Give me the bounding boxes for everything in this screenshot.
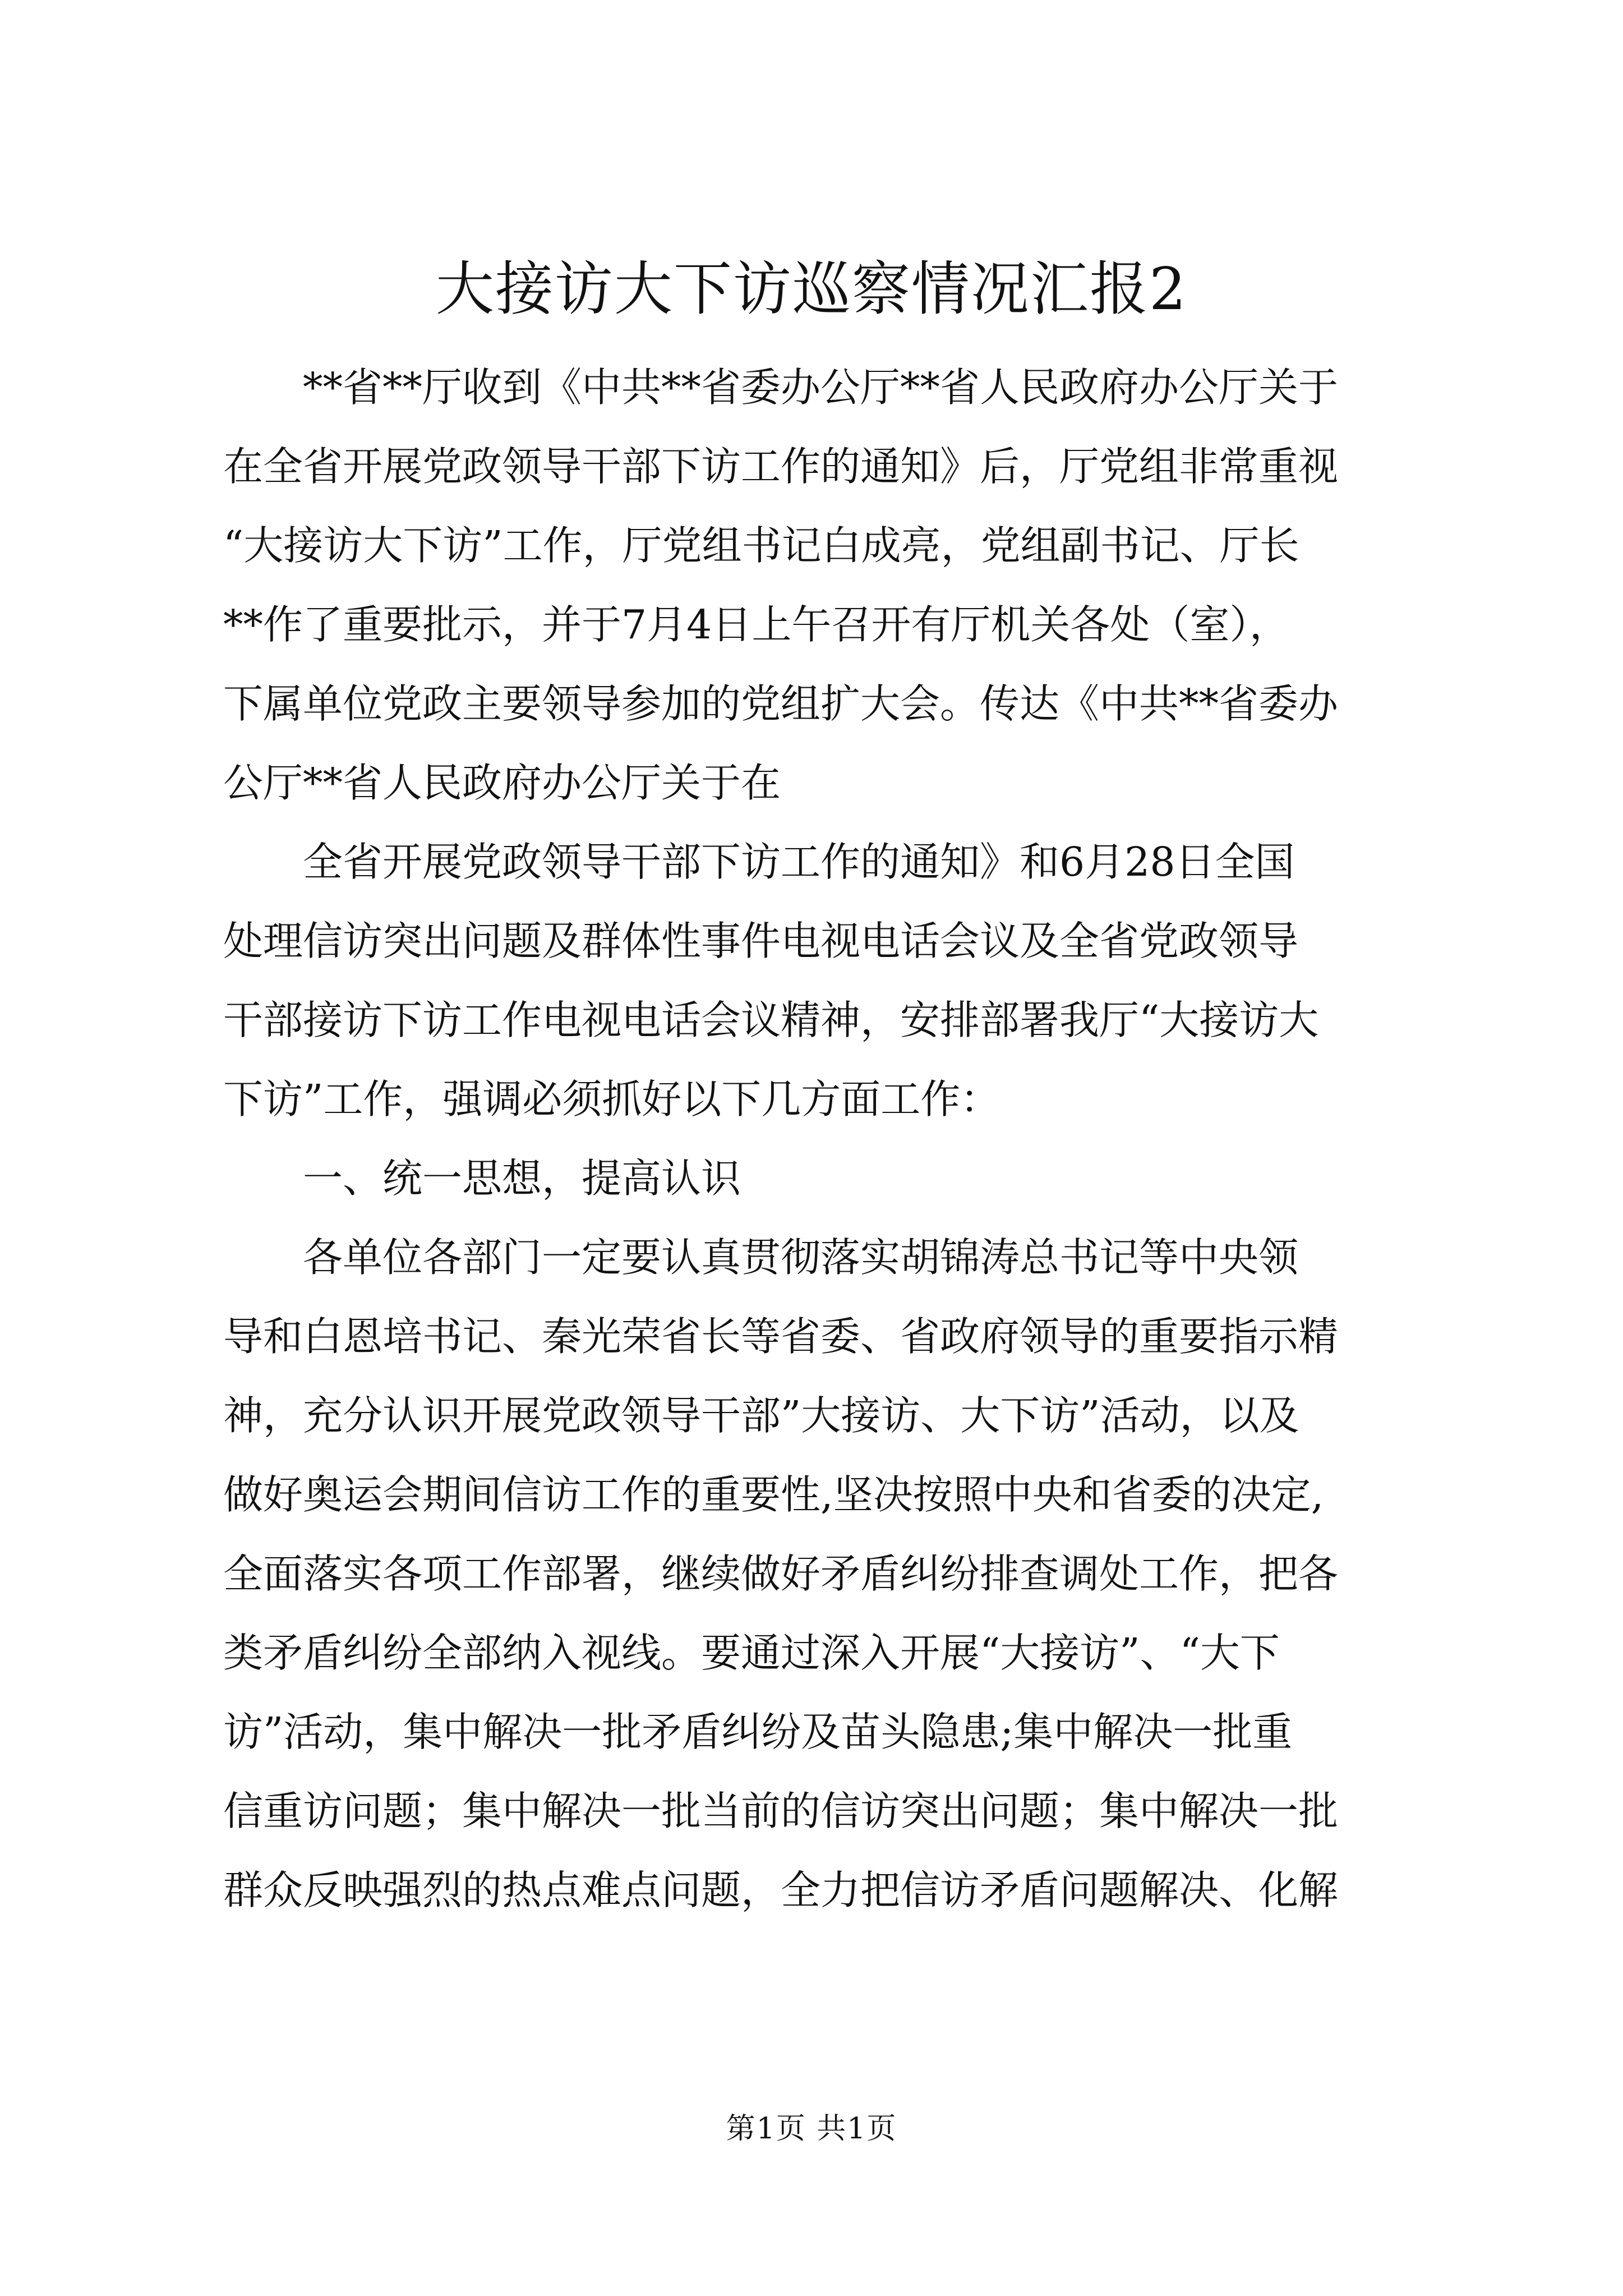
paragraph-line: 在全省开展党政领导干部下访工作的通知》后，厅党组非常重视 [223, 443, 1339, 490]
paragraph-2 [223, 822, 1405, 1139]
document-body [223, 348, 1405, 1930]
paragraph-line: 群众反映强烈的热点难点问题，全力把信访矛盾问题解决、化解 [223, 1867, 1339, 1913]
paragraph-line: 做好奥运会期间信访工作的重要性,坚决按照中央和省委的决定, [223, 1471, 1324, 1518]
paragraph-line: 公厅**省人民政府办公厅关于在 [223, 760, 781, 806]
paragraph-line: 干部接访下访工作电视电话会议精神，安排部署我厅“大接访大 [223, 997, 1319, 1043]
paragraph-line: 信重访问题；集中解决一批当前的信访突出问题；集中解决一批 [223, 1788, 1339, 1834]
paragraph-4 [223, 1218, 1405, 1930]
paragraph-line: 访”活动，集中解决一批矛盾纠纷及苗头隐患;集中解决一批重 [223, 1709, 1293, 1755]
paragraph-line: 全省开展党政领导干部下访工作的通知》和6月28日全国 [303, 839, 1295, 885]
paragraph-line: **作了重要批示，并于7月4日上午召开有厅机关各处（室）， [223, 601, 1289, 648]
paragraph-line: 神，充分认识开展党政领导干部”大接访、大下访”活动，以及 [223, 1392, 1299, 1439]
paragraph-line: 导和白恩培书记、秦光荣省长等省委、省政府领导的重要指示精 [223, 1313, 1339, 1360]
paragraph-line: 全面落实各项工作部署，继续做好矛盾纠纷排查调处工作，把各 [223, 1550, 1339, 1597]
section-heading [223, 1139, 1405, 1218]
paragraph-line: 类矛盾纠纷全部纳入视线。要通过深入开展“大接访”、“大下 [223, 1630, 1280, 1676]
document-title: 大接访大下访巡察情况汇报2 [435, 255, 1188, 323]
paragraph-1 [223, 348, 1405, 822]
paragraph-line: **省**厅收到《中共**省委办公厅**省人民政府办公厅关于 [303, 364, 1339, 411]
paragraph-line: 处理信访突出问题及群体性事件电视电话会议及全省党政领导 [223, 918, 1299, 964]
section-heading-text: 一、统一思想，提高认识 [303, 1155, 741, 1202]
page-footer: 第1页 共1页 [726, 2112, 897, 2146]
paragraph-line: “大接访大下访”工作，厅党组书记白成亮，党组副书记、厅长 [223, 522, 1299, 569]
paragraph-line: 下属单位党政主要领导参加的党组扩大会。传达《中共**省委办 [223, 680, 1339, 727]
paragraph-line: 各单位各部门一定要认真贯彻落实胡锦涛总书记等中央领 [303, 1234, 1299, 1281]
paragraph-line: 下访”工作，强调必须抓好以下几方面工作： [223, 1076, 1000, 1122]
